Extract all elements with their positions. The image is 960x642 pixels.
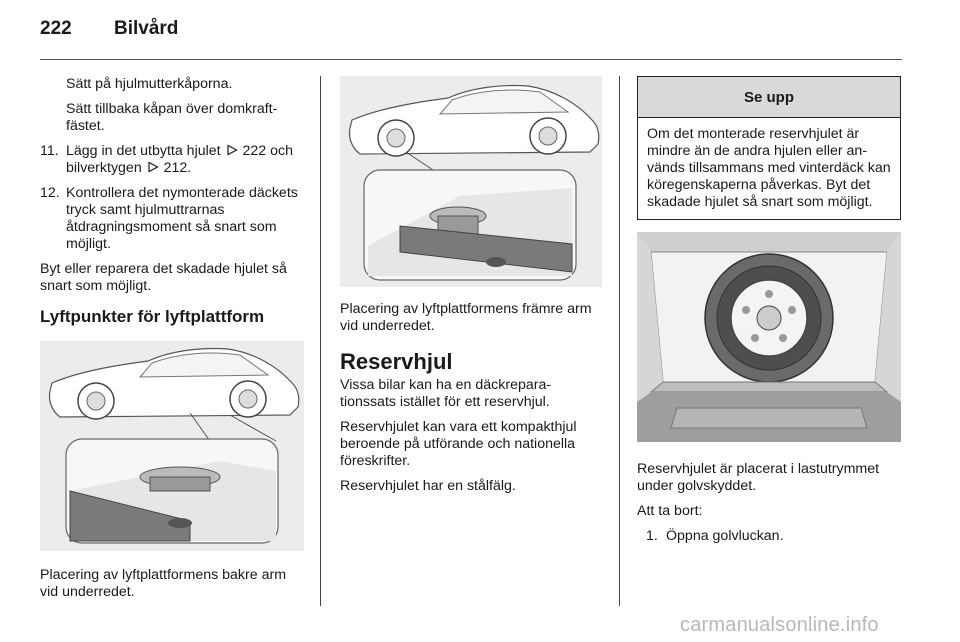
section-heading-spare-wheel: Reservhjul [340,349,453,374]
figure-caption: Placering av lyftplattformens bakre arm vid underredet. [40,567,287,600]
figure-caption: Placering av lyftplattformens främre arm vid underredet. [340,301,592,334]
warning-text: Om det monterade reservhjulet är mindre än de andra hjulen eller används tillsammans med vinterdäck kan köregenskaperna påverkas. Byt det skadade hjulet så snart som möjligt. [647,126,891,210]
column-divider [320,76,321,606]
page-reference-link[interactable]: 222 [242,143,267,159]
figure-spare-wheel-trunk [637,232,901,442]
list-number: 12. [40,185,60,201]
column-middle [340,76,602,503]
list-text: Öppna golvluckan. [666,528,784,544]
warning-title: Se upp [638,77,900,118]
car-underbody-illustration [340,76,602,287]
figure-rear-lift-point [40,341,304,551]
list-number: 11. [40,143,59,159]
header-divider [40,59,902,60]
list-item-11 [40,143,304,177]
step-wheel-nut-caps: Sätt på hjulmutterkåporna. [66,76,233,92]
page-reference-link[interactable]: 212. [163,160,192,176]
watermark: carmanualsonline.info [680,614,879,636]
warning-box [637,76,901,220]
step-jack-cover: Sätt tillbaka kåpan över domkraftfästet. [66,101,278,134]
section-heading-lift-points: Lyftpunkter för lyftplattform [40,307,265,326]
page-reference-icon [147,161,159,173]
repair-note: Byt eller reparera det skadade hjulet så snart som möjligt. [40,261,287,294]
paragraph: Reservhjulet är placerat i lastutrymmet under golvskyddet. [637,461,880,494]
paragraph: Att ta bort: [637,503,703,519]
list-text: Kontrollera det nymonterade däckets tryck samt hjulmuttrarnas åtdragningsmoment så snart som möjligt. [66,185,298,252]
list-text: Lägg in det utbytta hjulet 222 och bilverktygen 212. [66,143,294,176]
list-item-1 [637,528,901,545]
page-number: 222 [40,18,72,39]
car-underbody-illustration [40,341,304,551]
column-right [637,76,901,553]
paragraph: Vissa bilar kan ha en däckreparationssats istället för ett reservhjul. [340,377,552,410]
column-left [40,76,304,601]
figure-front-lift-point [340,76,602,287]
list-number: 1. [646,528,658,544]
page-reference-icon [226,144,238,156]
paragraph: Reservhjulet kan vara ett kompakthjul beroende på utförande och nationella föreskrifter. [340,419,577,469]
list-item-12 [40,185,304,253]
chapter-title: Bilvård [114,18,179,39]
spare-wheel-illustration [637,232,901,442]
column-divider [619,76,620,606]
page-header [40,18,178,48]
paragraph: Reservhjulet har en stålfälg. [340,478,516,494]
